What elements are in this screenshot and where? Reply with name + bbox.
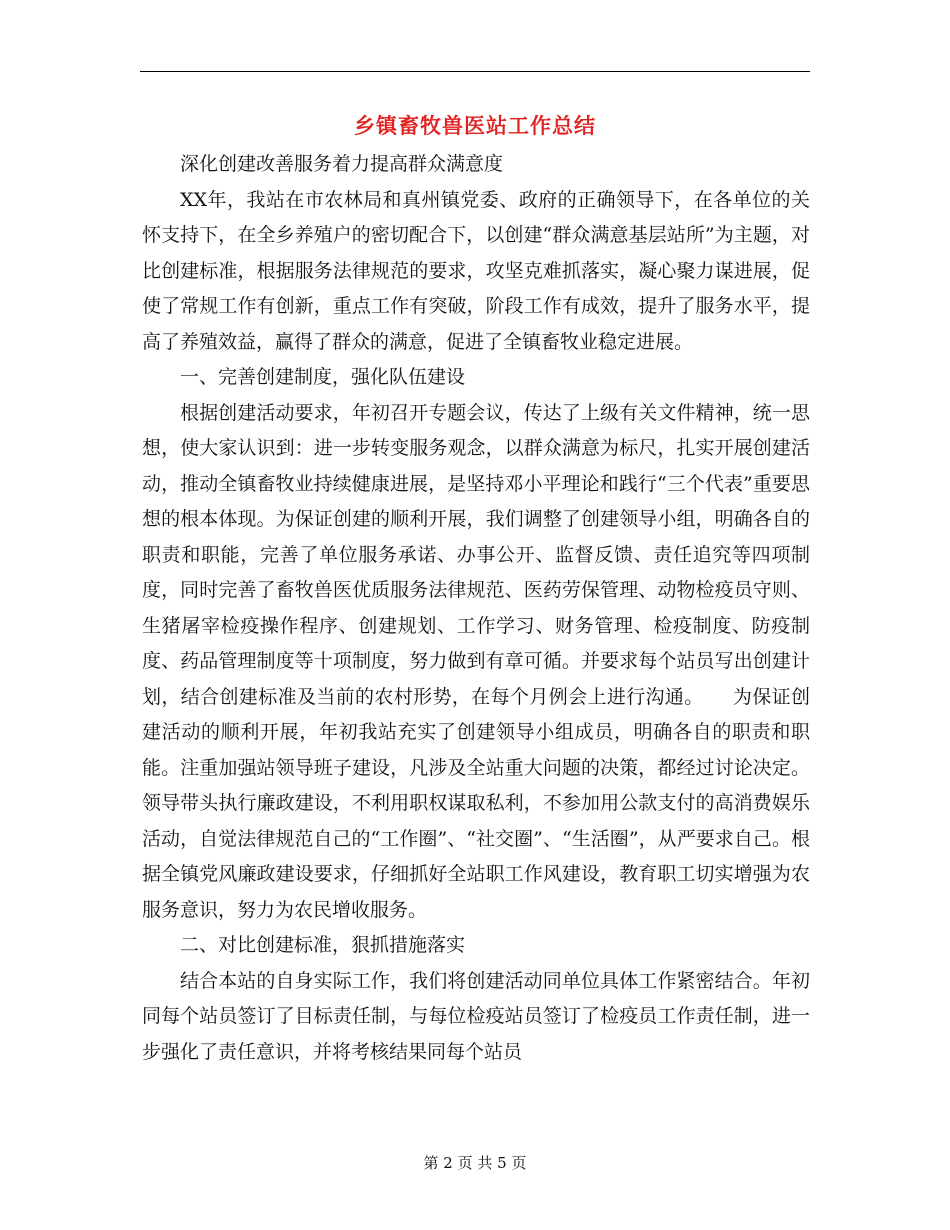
page-number: 第 2 页 共 5 页	[423, 1154, 527, 1172]
section-heading-1: 一、完善创建制度，强化队伍建设	[180, 366, 466, 388]
body-paragraph: 结合本站的自身实际工作，我们将创建活动同单位具体工作紧密结合。年初同每个站员签订了目标责任制，与每位检疫站员签订了检疫员工作责任制，进一步强化了责任意识，并将考核结果同每个站员	[142, 969, 810, 1063]
document-body	[142, 147, 810, 1070]
section-heading-2: 二、对比创建标准，狠抓措施落实	[180, 934, 466, 956]
document-title: 乡镇畜牧兽医站工作总结	[354, 113, 596, 138]
body-paragraph: 根据创建活动要求，年初召开专题会议，传达了上级有关文件精神，统一思想，使大家认识到：进一步转变服务观念，以群众满意为标尺，扎实开展创建活动，推动全镇畜牧业持续健康进展，是坚持邓小平理论和践行“三个代表”重要思想的根本体现。为保证创建的顺利开展，我们调整了创建领导小组，明确各自的职责和职能，完善了单位服务承诺、办事公开、监督反馈、责任追究等四项制度，同时完善了畜牧兽医优质服务法律规范、医药劳保管理、动物检疫员守则、生猪屠宰检疫操作程序、创建规划、工作学习、财务管理、检疫制度、防疫制度、药品管理制度等十项制度，努力做到有章可循。并要求每个站员写出创建计划，结合创建标准及当前的农村形势，在每个月例会上进行沟通。 为保证创建活动的顺利开展，年初我站充实了创建领导小组成员，明确各自的职责和职能。注重加强站领导班子建设，凡涉及全站重大问题的决策，都经过讨论决定。领导带头执行廉政建设，不利用职权谋取私利，不参加用公款支付的高消费娱乐活动，自觉法律规范自己的“工作圈”、“社交圈”、“生活圈”，从严要求自己。根据全镇党风廉政建设要求，仔细抓好全站职工作风建设，教育职工切实增强为农服务意识，努力为农民增收服务。	[142, 401, 810, 921]
header-rule	[140, 71, 810, 72]
subtitle-paragraph: 深化创建改善服务着力提高群众满意度	[180, 153, 504, 175]
body-paragraph: XX年，我站在市农林局和真州镇党委、政府的正确领导下，在各单位的关怀支持下，在全乡养殖户的密切配合下，以创建“群众满意基层站所”为主题，对比创建标准，根据服务法律规范的要求，攻坚克难抓落实，凝心聚力谋进展，促使了常规工作有创新，重点工作有突破，阶段工作有成效，提升了服务水平，提高了养殖效益，赢得了群众的满意，促进了全镇畜牧业稳定进展。	[142, 188, 810, 353]
